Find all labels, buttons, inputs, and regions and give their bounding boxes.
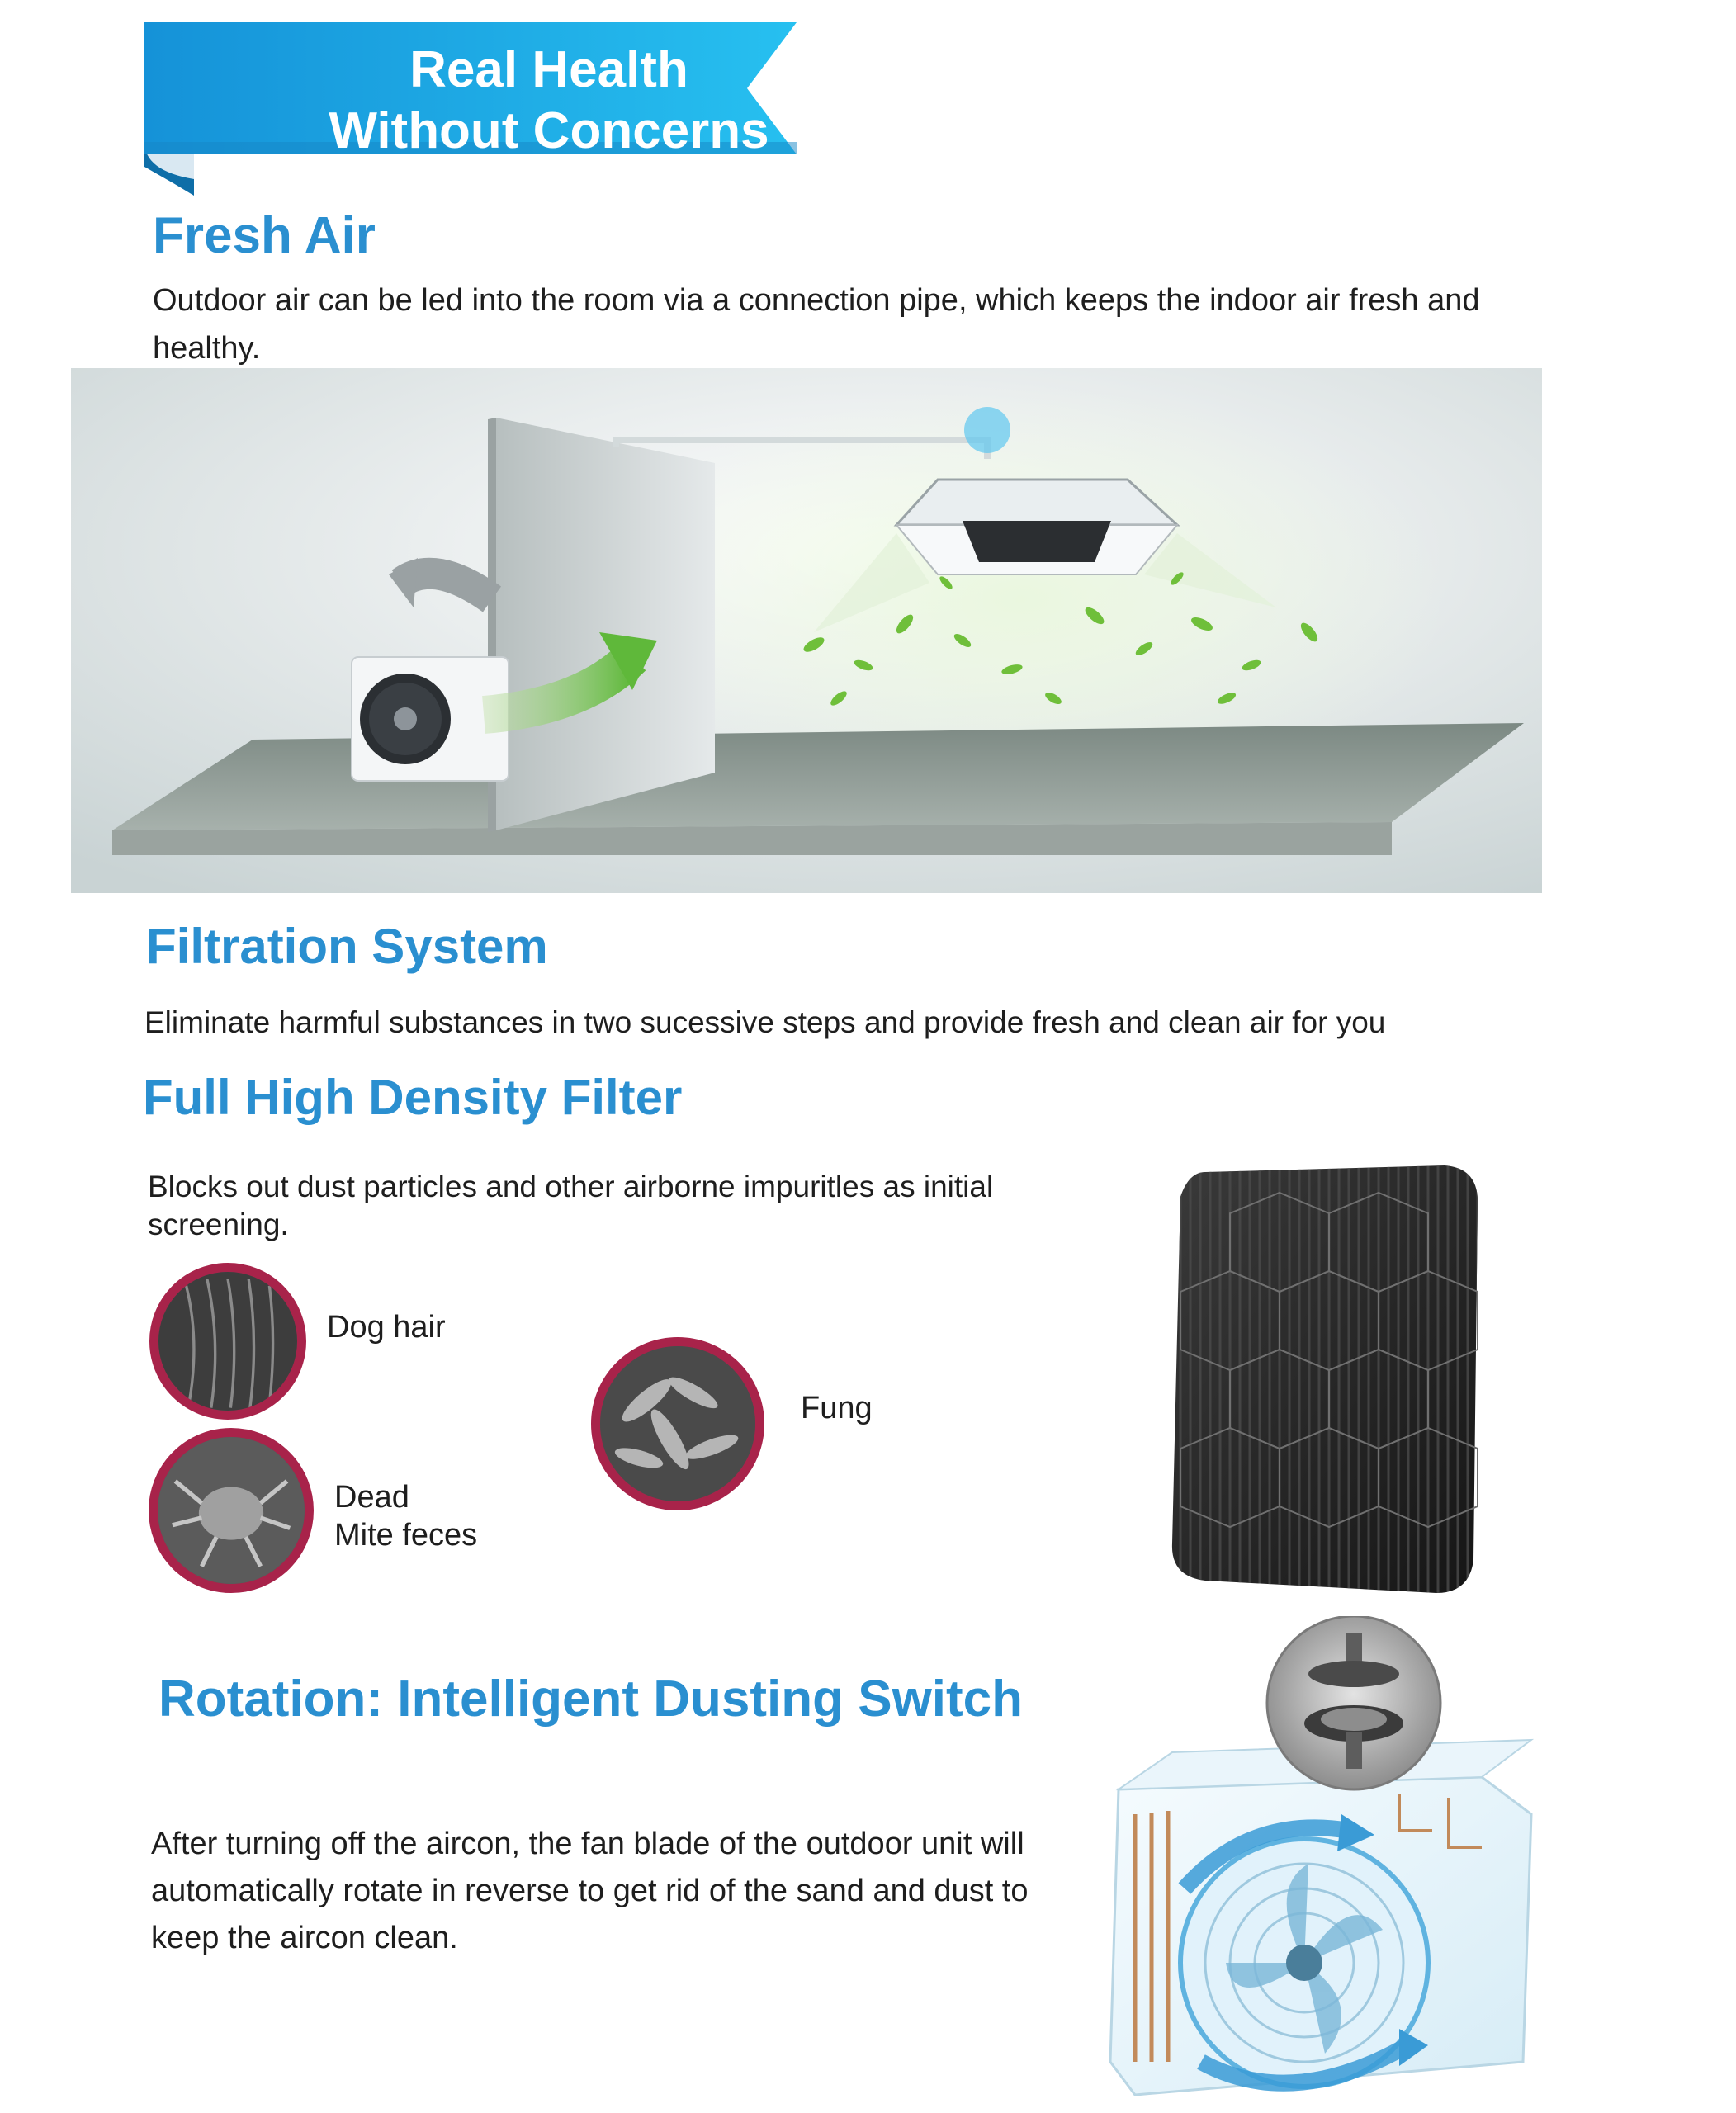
filter-description: Blocks out dust particles and other airborne impuritles as initial screening. [148,1170,994,1241]
mite-feces-label: Mite feces [334,1518,478,1553]
fresh-air-description: Outdoor air can be led into the room via a connection pipe, which keeps the indoor air fresh and healthy. [153,283,1480,366]
banner-line-2: Without Concerns [329,102,769,159]
filter-heading: Full High Density Filter [143,1070,683,1125]
rotation-description: After turning off the aircon, the fan blade of the outdoor unit will automatically rotate in reverse to get rid of the sand and dust to keep the aircon clean. [151,1827,1029,1955]
fresh-air-illustration [71,368,1542,893]
dust-mite-image [149,1428,314,1593]
dead-label: Dead [334,1480,409,1515]
banner-line-1: Real Health [409,41,688,98]
dog-hair-label: Dog hair [327,1310,446,1345]
fresh-air-heading: Fresh Air [153,207,376,264]
fungus-image [591,1337,764,1510]
dog-hair-image [149,1263,306,1420]
outdoor-unit-image [1102,1616,1548,2103]
filter-panel-image [1156,1156,1482,1601]
filtration-heading: Filtration System [146,919,548,974]
rotation-heading: Rotation: Intelligent Dusting Switch [158,1671,1024,1728]
fung-label: Fung [801,1391,873,1425]
header-ribbon [132,18,809,196]
filtration-description: Eliminate harmful substances in two sucessive steps and provide fresh and clean air for you [144,1005,1386,1039]
